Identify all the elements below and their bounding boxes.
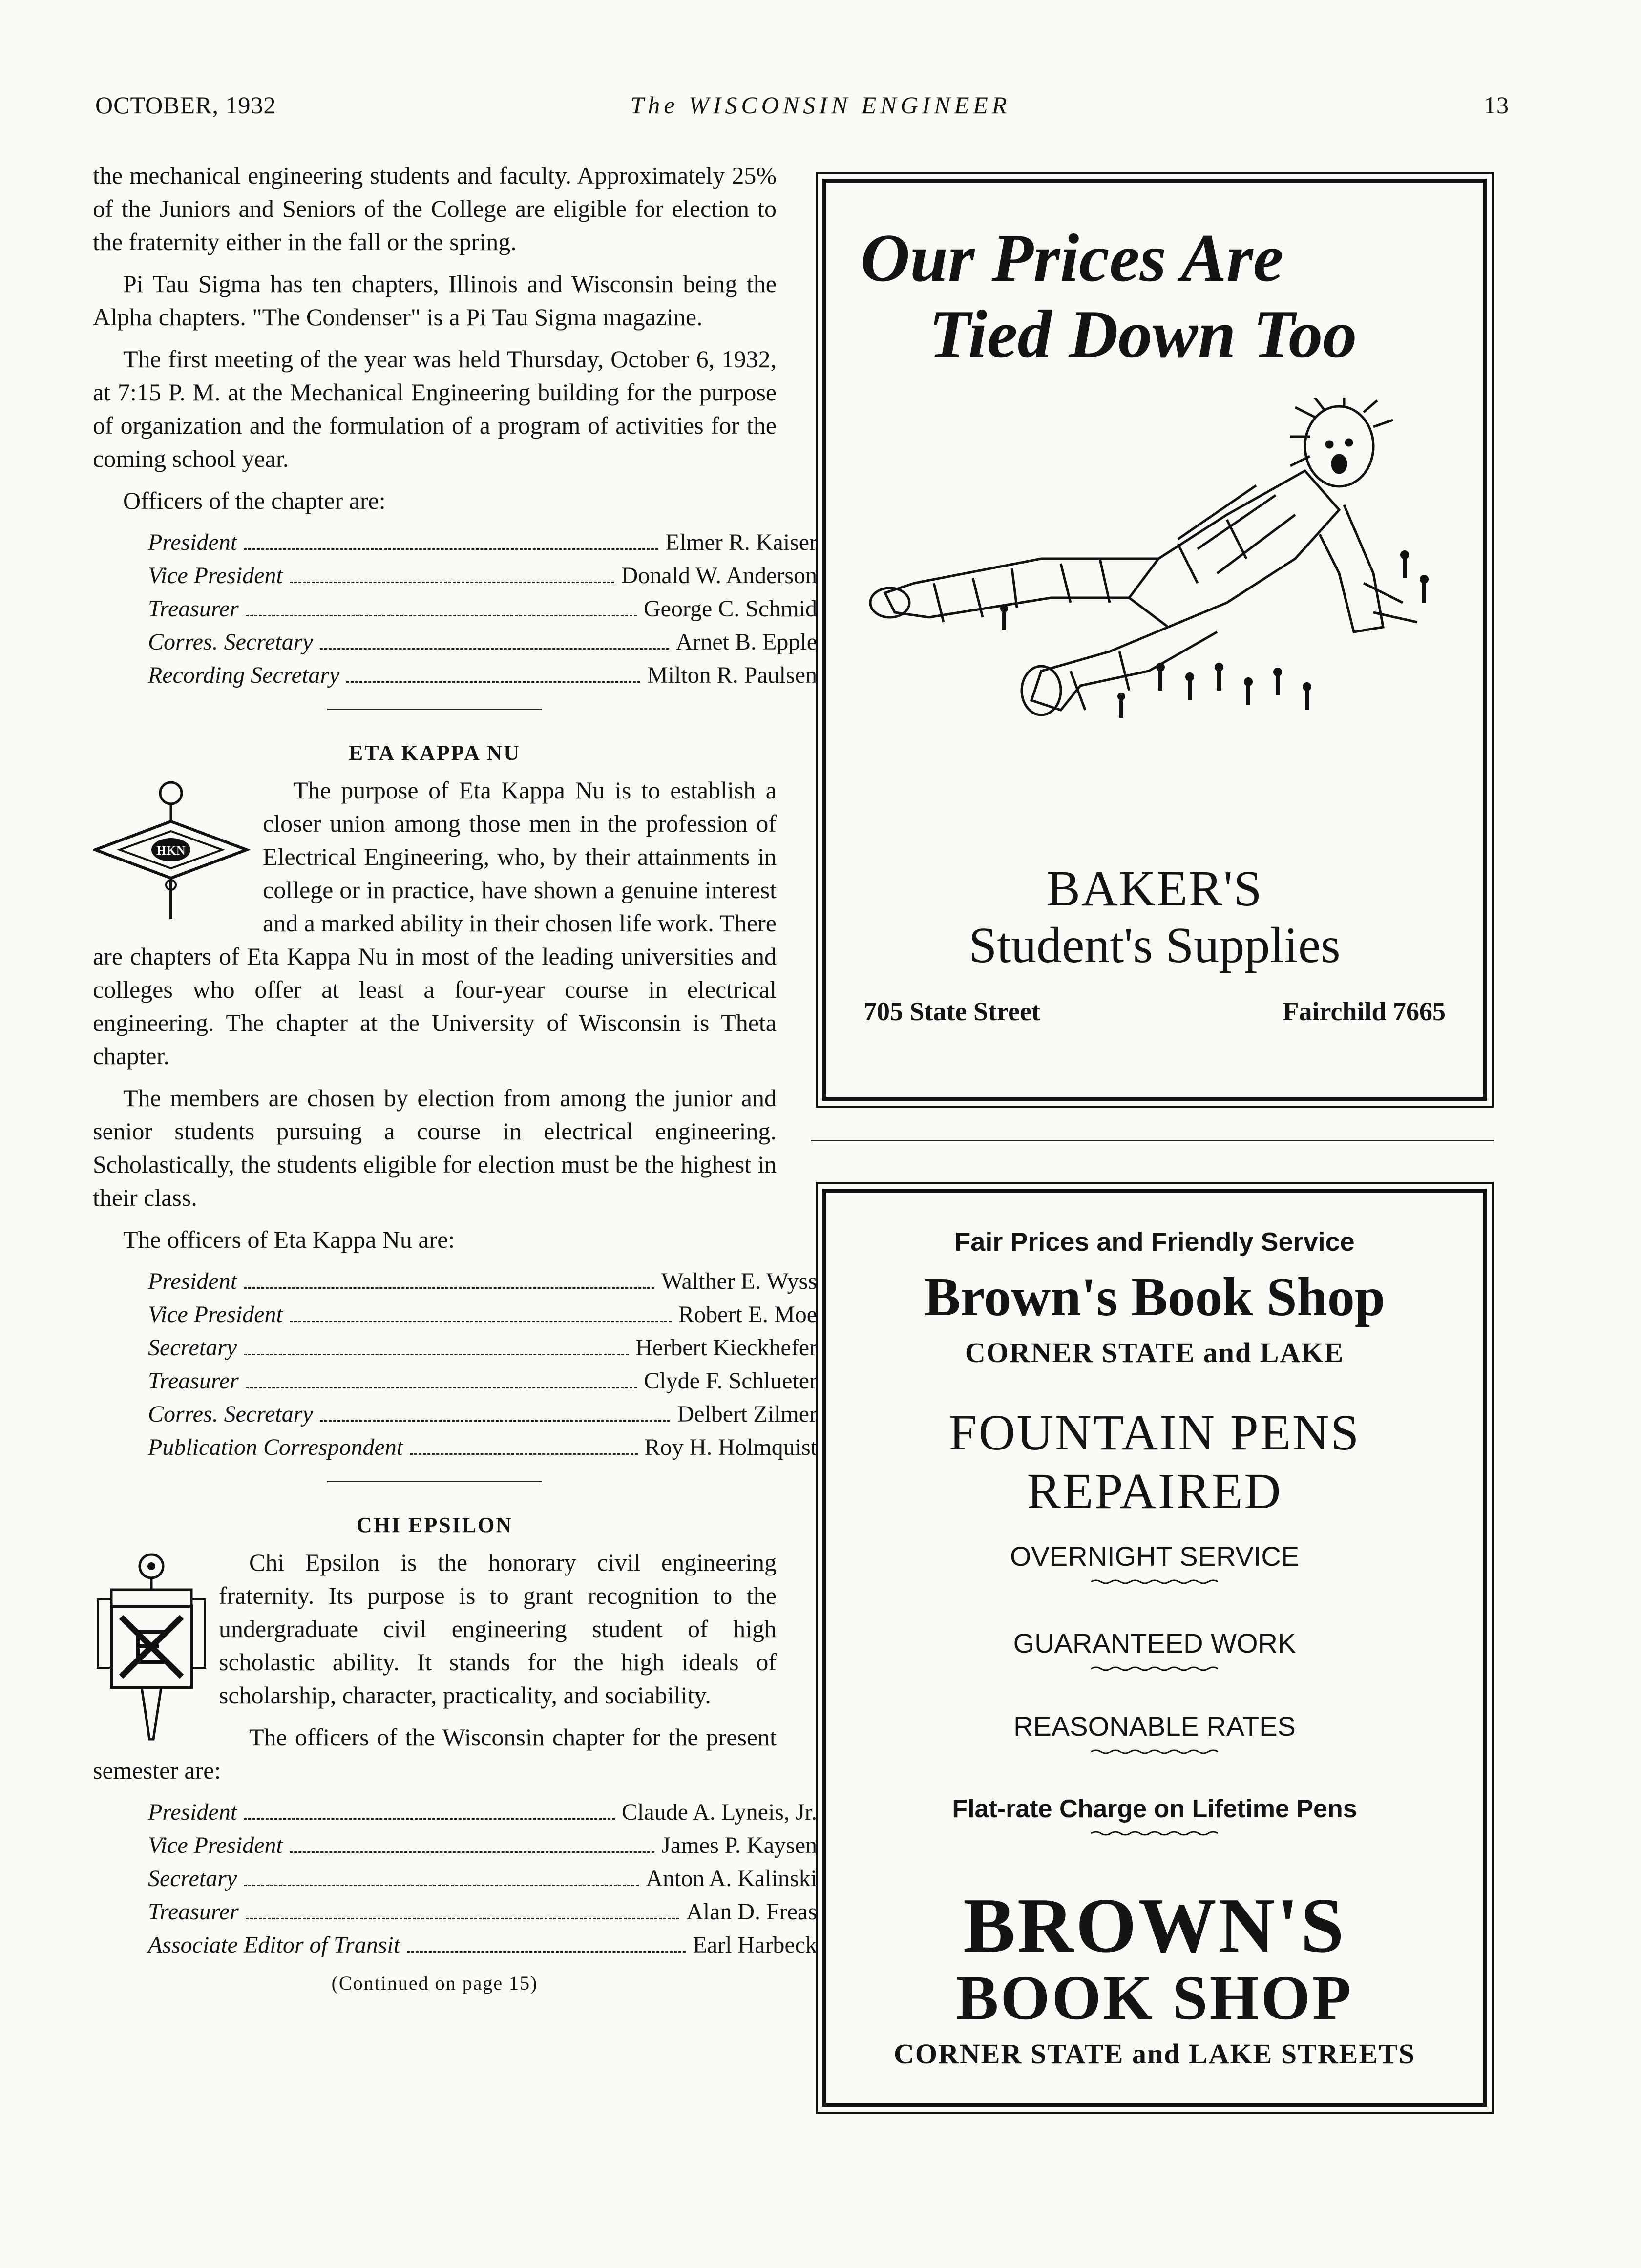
chi-epsilon-body [93, 1546, 777, 1787]
feature-block [826, 1540, 1483, 1585]
feature-block [826, 1710, 1483, 1755]
paragraph: The members are chosen by election from among the junior and senior students pursuing a course in electrical engineering. Scholastically, the students eligible for election must be the highest in their class. [93, 1084, 777, 1211]
section-divider [327, 1481, 542, 1482]
feature-block [826, 1627, 1483, 1672]
magazine-title: The WISCONSIN ENGINEER [630, 91, 1011, 119]
officer-row: Vice President Robert E. Moe [148, 1302, 817, 1327]
paragraph: The purpose of Eta Kappa Nu is to establish a closer union among those men in the profession of Electrical Engineering, who, by their attainments in college or in practice, have shown a genuine interest and a marked ability in their chosen life work. There are chapters of Eta Kappa Nu in most of the leading universities and colleges who offer at least a four-year course in electrical engineering. The chapter at the University of Wisconsin is Theta chapter. [93, 777, 777, 1070]
wavy-divider-icon [1091, 1666, 1218, 1672]
ad-top-line: Fair Prices and Friendly Service [954, 1227, 1355, 1257]
wavy-divider-icon [1091, 1830, 1218, 1836]
shop-name: Brown's Book Shop [924, 1267, 1386, 1327]
officer-row: Treasurer Clyde F. Schlueter [148, 1368, 817, 1394]
gulliver-illustration-icon [856, 398, 1452, 730]
footer-shop-name-2: BOOK SHOP [956, 1963, 1353, 2033]
officer-row: Publication Correspondent Roy H. Holmquist [148, 1434, 817, 1460]
emblem-label: HKN [156, 843, 186, 858]
issue-date: OCTOBER, 1932 [95, 91, 276, 119]
eta-kappa-nu-heading: ETA KAPPA NU [348, 741, 521, 765]
officer-row: Treasurer George C. Schmid [148, 596, 817, 622]
eta-kappa-nu-emblem-icon [93, 777, 254, 923]
ad-inner-border [822, 1189, 1487, 2107]
pi-tau-sigma-officers [148, 526, 817, 692]
feature-item: GUARANTEED WORK [1013, 1628, 1296, 1659]
store-phone: Fairchild 7665 [1283, 997, 1446, 1026]
footer-location: CORNER STATE and LAKE STREETS [894, 2038, 1415, 2070]
paragraph: Chi Epsilon is the honorary civil engineering fraternity. Its purpose is to grant recognition to the undergraduate civil engineering student of high scholastic ability. It stands for the high ideals of scholarship, character, practicality, and sociability. [219, 1549, 777, 1709]
paragraph: The first meeting of the year was held Thursday, October 6, 1932, at 7:15 P. M. at the Mechanical Engineering building for the purpose of organization and the formulation of a program of activities for the coming school year. [93, 345, 777, 472]
shop-location: CORNER STATE and LAKE [965, 1337, 1345, 1368]
officer-row: President Claude A. Lyneis, Jr. [148, 1799, 817, 1825]
paragraph: The officers of the Wisconsin chapter for the present semester are: [93, 1723, 777, 1784]
ad-separator [811, 1140, 1494, 1141]
paragraph: The officers of Eta Kappa Nu are: [123, 1226, 455, 1253]
feature-item: REASONABLE RATES [1013, 1711, 1296, 1742]
officer-row: Vice President Donald W. Anderson [148, 563, 817, 588]
feature-item: OVERNIGHT SERVICE [1010, 1541, 1300, 1572]
service-line-2: REPAIRED [1027, 1463, 1283, 1519]
section-divider [327, 709, 542, 710]
ad-inner-border [822, 179, 1487, 1101]
wavy-divider-icon [1091, 1579, 1218, 1585]
store-name: BAKER'S [1046, 861, 1263, 917]
officer-row: Corres. Secretary Arnet B. Epple [148, 629, 817, 655]
paragraph: the mechanical engineering students and faculty. Approximately 25% of the Juniors and Seniors of the College are eligible for election to the fraternity either in the fall or the spring. [93, 162, 777, 255]
ad-headline-2: Tied Down Too [929, 296, 1357, 372]
bakers-advertisement [816, 172, 1494, 1108]
feature-block [826, 1794, 1483, 1836]
continued-note: (Continued on page 15) [331, 1972, 538, 1994]
officer-row: Vice President James P. Kaysen [148, 1832, 817, 1858]
feature-item: Flat-rate Charge on Lifetime Pens [952, 1795, 1357, 1823]
officer-row: President Elmer R. Kaiser [148, 529, 817, 555]
page-number: 13 [1484, 91, 1509, 119]
officer-row: Treasurer Alan D. Freas [148, 1899, 817, 1925]
officer-row: Corres. Secretary Delbert Zilmer [148, 1401, 817, 1427]
service-line-1: FOUNTAIN PENS [948, 1405, 1361, 1461]
paragraph: Pi Tau Sigma has ten chapters, Illinois and Wisconsin being the Alpha chapters. "The Condenser" is a Pi Tau Sigma magazine. [93, 270, 777, 331]
chi-epsilon-officers [148, 1796, 817, 1962]
officer-row: Secretary Herbert Kieckhefer [148, 1335, 817, 1361]
browns-advertisement [816, 1182, 1494, 2114]
paragraph: Officers of the chapter are: [123, 487, 386, 514]
store-address: 705 State Street [863, 997, 1040, 1026]
chi-epsilon-heading: CHI EPSILON [356, 1513, 513, 1537]
officer-row: Associate Editor of Transit Earl Harbeck [148, 1932, 817, 1958]
eta-kappa-nu-officers [148, 1265, 817, 1464]
ad-headline-1: Our Prices Are [861, 220, 1283, 296]
officer-row: President Walther E. Wyss [148, 1268, 817, 1294]
article-column [93, 159, 817, 2000]
store-tagline: Student's Supplies [968, 917, 1341, 973]
chi-epsilon-emblem-icon [93, 1549, 210, 1744]
eta-kappa-nu-body [93, 774, 777, 1072]
footer-shop-name-1: BROWN'S [963, 1882, 1346, 1969]
officer-row: Recording Secretary Milton R. Paulsen [148, 662, 817, 688]
officer-row: Secretary Anton A. Kalinski [148, 1866, 817, 1891]
wavy-divider-icon [1091, 1749, 1218, 1755]
